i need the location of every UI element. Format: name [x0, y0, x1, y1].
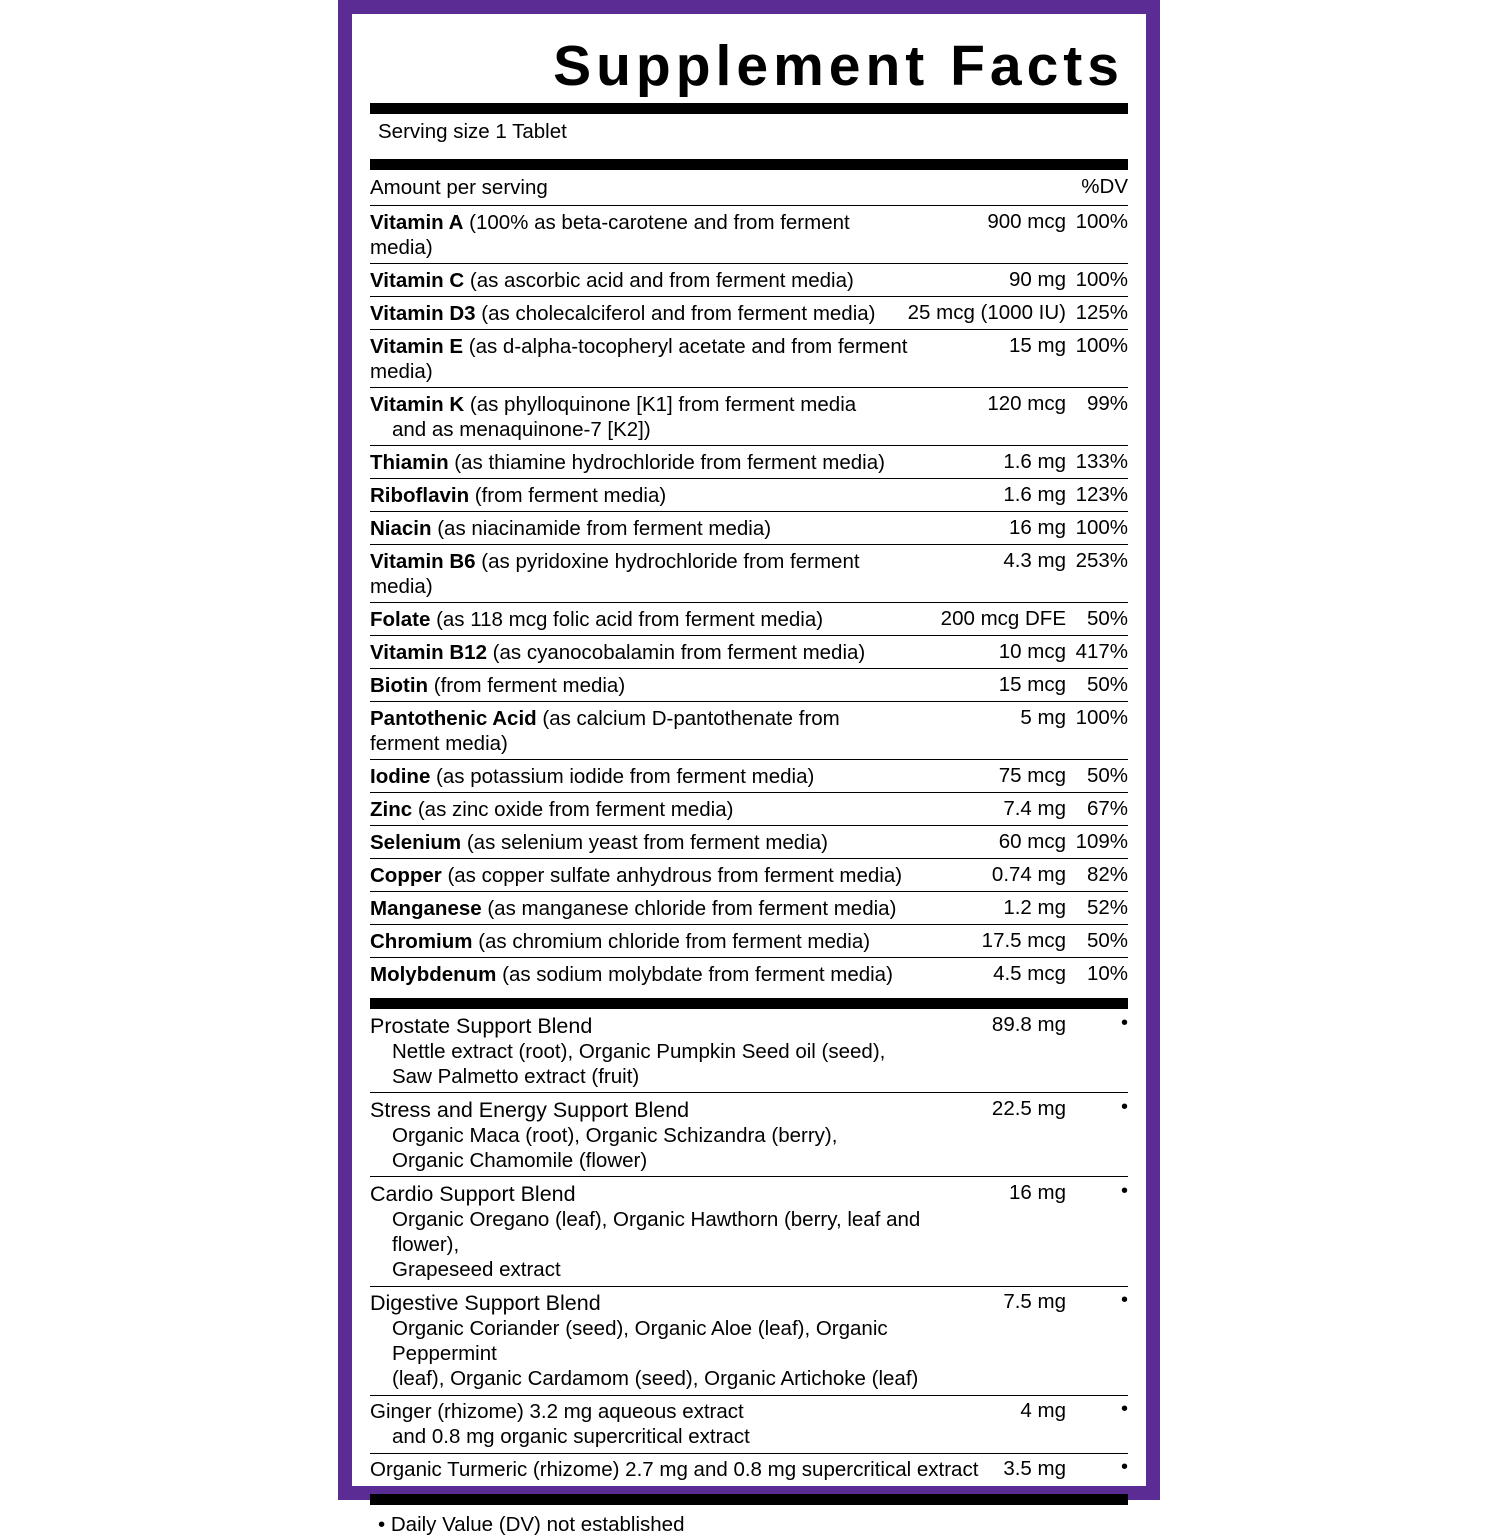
table-row — [370, 545, 1128, 603]
nutrient-name: Manganese — [370, 896, 482, 920]
nutrient-name: Vitamin B12 — [370, 640, 487, 664]
table-row — [370, 1177, 1128, 1286]
nutrient-dv: 10% — [1086, 961, 1128, 985]
nutrient-detail: (as thiamine hydrochloride from ferment media) — [448, 450, 885, 474]
nutrient-detail: (as calcium D-pantothenate from ferment media) — [370, 706, 840, 755]
table-row — [370, 669, 1128, 702]
nutrient-amount: 1.2 mg — [908, 892, 1066, 925]
nutrient-dv: 99% — [1066, 388, 1128, 446]
nutrient-detail: (as ascorbic acid and from ferment media) — [464, 268, 854, 292]
nutrient-dv: 125% — [1066, 297, 1128, 330]
table-row — [370, 388, 1128, 446]
nutrient-detail: (as sodium molybdate from ferment media) — [496, 962, 893, 986]
blend-ingredients-line1: Nettle extract (root), Organic Pumpkin Seed oil (seed), — [392, 1039, 886, 1063]
nutrient-amount: 200 mcg DFE — [908, 603, 1066, 636]
nutrient-name: Vitamin A — [370, 210, 464, 234]
nutrient-dv: 82% — [1066, 859, 1128, 892]
nutrient-name-cell — [370, 545, 908, 603]
blend-ingredients-line2: (leaf), Organic Cardamom (seed), Organic Artichoke (leaf) — [392, 1367, 919, 1391]
nutrient-dv: 123% — [1066, 479, 1128, 512]
blend-ingredients-line1: Organic Coriander (seed), Organic Aloe (leaf), Organic Peppermint — [392, 1317, 888, 1366]
blend-amount: 16 mg — [992, 1177, 1066, 1286]
nutrient-amount: 4.3 mg — [908, 545, 1066, 603]
amount-per-serving-header: Amount per serving — [370, 170, 908, 206]
table-row — [370, 760, 1128, 793]
blend-amount: 22.5 mg — [992, 1093, 1066, 1177]
nutrient-dv: 417% — [1066, 636, 1128, 669]
blend-ingredients-line1: Organic Maca (root), Organic Schizandra (berry), — [392, 1123, 838, 1147]
nutrient-dv: 253% — [1066, 545, 1128, 603]
nutrient-dv: 100% — [1066, 512, 1128, 545]
nutrient-name: Selenium — [370, 830, 462, 854]
nutrient-detail: (as d-alpha-tocopheryl acetate and from ferment media) — [370, 334, 908, 383]
table-row — [370, 1395, 1128, 1453]
nutrient-dv: 100% — [1066, 702, 1128, 760]
nutrient-table — [370, 170, 1128, 990]
blend-name-cell — [370, 1009, 992, 1093]
nutrient-amount: 0.74 mg — [908, 859, 1066, 892]
nutrient-dv: 100% — [1066, 264, 1128, 297]
nutrient-dv: 109% — [1066, 826, 1128, 859]
table-row — [370, 479, 1128, 512]
nutrient-amount: 16 mg — [908, 512, 1066, 545]
nutrient-name-cell — [370, 636, 908, 669]
nutrient-dv: 100% — [1066, 330, 1128, 388]
nutrient-name-cell — [370, 388, 908, 446]
nutrient-dv: 50% — [1066, 925, 1128, 958]
blend-name: Prostate Support Blend — [370, 1013, 593, 1038]
nutrient-detail-line2: and as menaquinone-7 [K2]) — [392, 417, 651, 441]
nutrient-amount: 5 mg — [908, 702, 1066, 760]
nutrient-detail: (as pyridoxine hydrochloride from ferment media) — [370, 549, 860, 598]
nutrient-name-cell — [370, 702, 908, 760]
nutrient-detail: (as potassium iodide from ferment media) — [430, 764, 815, 788]
nutrient-amount: 15 mg — [908, 330, 1066, 388]
nutrient-name: Folate — [370, 607, 431, 631]
nutrient-name-cell — [370, 760, 908, 793]
nutrient-name-cell — [370, 512, 908, 545]
serving-rule — [370, 159, 1128, 170]
table-row — [370, 206, 1128, 264]
single-ingredient-dv: • — [1066, 1395, 1128, 1453]
nutrient-detail: (as cyanocobalamin from ferment media) — [486, 640, 866, 664]
title-rule — [370, 103, 1128, 114]
table-row — [370, 892, 1128, 925]
nutrient-dv: 100% — [1066, 206, 1128, 264]
table-row — [370, 826, 1128, 859]
single-ingredient-detail-line2: and 0.8 mg organic supercritical extract — [392, 1425, 750, 1449]
nutrient-name-cell — [370, 479, 908, 512]
nutrient-amount: 1.6 mg — [908, 446, 1066, 479]
nutrient-name: Biotin — [370, 673, 429, 697]
nutrient-name-cell — [370, 297, 908, 330]
table-row — [370, 330, 1128, 388]
nutrient-name-cell — [370, 925, 908, 958]
nutrient-amount: 15 mcg — [908, 669, 1066, 702]
nutrient-amount: 4.5 mcg — [993, 961, 1066, 985]
nutrient-detail: (as cholecalciferol and from ferment media) — [475, 301, 876, 325]
nutrient-name-cell — [370, 859, 908, 892]
blend-dv: • — [1066, 1009, 1128, 1093]
nutrient-name-cell — [370, 826, 908, 859]
nutrient-name-cell — [370, 264, 908, 297]
nutrient-amount: 75 mcg — [908, 760, 1066, 793]
single-ingredient-amount: 4 mg — [992, 1395, 1066, 1453]
blend-name-cell — [370, 1177, 992, 1286]
nutrient-dv: 133% — [1066, 446, 1128, 479]
table-row — [370, 512, 1128, 545]
single-ingredient-dv: • — [1120, 1456, 1128, 1479]
blend-name-cell — [370, 1093, 992, 1177]
nutrient-name: Chromium — [370, 929, 473, 953]
nutrient-name: Pantothenic Acid — [370, 706, 537, 730]
single-ingredient-name: Organic Turmeric — [370, 1458, 528, 1482]
single-ingredient-name: Ginger — [370, 1400, 432, 1424]
single-ingredient-amount: 3.5 mg — [1003, 1457, 1066, 1481]
table-row — [370, 603, 1128, 636]
blend-amount: 7.5 mg — [992, 1286, 1066, 1395]
table-row — [370, 1286, 1128, 1395]
table-row — [370, 446, 1128, 479]
nutrient-name-cell — [370, 669, 908, 702]
blend-ingredients-line2: Organic Chamomile (flower) — [392, 1148, 648, 1172]
nutrient-name: Niacin — [370, 516, 432, 540]
nutrient-name: Molybdenum — [370, 962, 497, 986]
footnote: • Daily Value (DV) not established — [378, 1512, 685, 1536]
table-row — [370, 793, 1128, 826]
nutrient-name-cell — [370, 958, 908, 991]
blend-name-cell — [370, 1286, 992, 1395]
nutrient-amount: 60 mcg — [908, 826, 1066, 859]
nutrient-name-cell — [370, 603, 908, 636]
nutrient-amount: 900 mcg — [908, 206, 1066, 264]
blend-ingredients-line2: Saw Palmetto extract (fruit) — [392, 1064, 640, 1088]
dv-column-header: %DV — [1066, 170, 1128, 206]
table-row — [370, 636, 1128, 669]
single-ingredient-detail: (rhizome) 2.7 mg and 0.8 mg supercritical extract — [527, 1458, 979, 1482]
blend-dv: • — [1066, 1093, 1128, 1177]
table-row — [370, 1009, 1128, 1093]
nutrient-dv: 67% — [1066, 793, 1128, 826]
nutrient-amount: 25 mcg (1000 IU) — [908, 297, 1066, 330]
nutrient-name: Vitamin B6 — [370, 549, 476, 573]
nutrient-detail: (as niacinamide from ferment media) — [431, 516, 772, 540]
table-header-row — [370, 170, 1128, 206]
nutrient-detail: (as manganese chloride from ferment media) — [481, 896, 897, 920]
table-row — [370, 958, 1128, 991]
table-row — [370, 1093, 1128, 1177]
nutrient-name: Thiamin — [370, 450, 449, 474]
nutrient-name-cell — [370, 793, 908, 826]
nutrient-detail: (100% as beta-carotene and from ferment media) — [370, 210, 850, 259]
nutrient-dv: 50% — [1066, 669, 1128, 702]
nutrient-name: Vitamin C — [370, 268, 465, 292]
single-ingredient-cell — [370, 1395, 992, 1453]
blend-name: Cardio Support Blend — [370, 1181, 576, 1206]
nutrient-name-cell — [370, 446, 908, 479]
blend-dv: • — [1066, 1286, 1128, 1395]
table-row — [370, 1453, 1128, 1486]
table-row — [370, 264, 1128, 297]
nutrient-detail: (as 118 mcg folic acid from ferment media) — [430, 607, 824, 631]
blend-ingredients-line1: Organic Oregano (leaf), Organic Hawthorn (berry, leaf and flower), — [392, 1208, 921, 1257]
nutrient-amount: 1.6 mg — [908, 479, 1066, 512]
single-ingredient-detail: (rhizome) 3.2 mg aqueous extract — [431, 1400, 744, 1424]
single-ingredient-cell — [370, 1453, 992, 1486]
nutrient-detail: (as copper sulfate anhydrous from ferment media) — [441, 863, 903, 887]
nutrient-amount: 17.5 mcg — [908, 925, 1066, 958]
blend-dv: • — [1066, 1177, 1128, 1286]
table-row — [370, 297, 1128, 330]
nutrient-detail: (as chromium chloride from ferment media) — [472, 929, 871, 953]
supplement-facts-panel — [370, 16, 1128, 1536]
nutrient-dv: 50% — [1066, 760, 1128, 793]
amount-column-header — [908, 170, 1066, 206]
blends-divider-rule — [370, 998, 1128, 1009]
footnote-divider-rule — [370, 1494, 1128, 1505]
nutrient-name: Copper — [370, 863, 442, 887]
nutrient-amount: 10 mcg — [908, 636, 1066, 669]
nutrient-amount: 7.4 mg — [908, 793, 1066, 826]
nutrient-name-cell — [370, 892, 908, 925]
nutrient-name: Vitamin E — [370, 334, 464, 358]
blend-table — [370, 1009, 1128, 1486]
nutrient-name: Iodine — [370, 764, 431, 788]
nutrient-name-cell — [370, 330, 908, 388]
nutrient-amount: 90 mg — [908, 264, 1066, 297]
page-title: Supplement Facts — [553, 34, 1124, 98]
nutrient-dv: 52% — [1066, 892, 1128, 925]
nutrient-detail: (from ferment media) — [428, 673, 626, 697]
nutrient-name: Vitamin K — [370, 392, 465, 416]
nutrient-name-cell — [370, 206, 908, 264]
table-row — [370, 925, 1128, 958]
nutrient-amount: 120 mcg — [908, 388, 1066, 446]
nutrient-detail: (as selenium yeast from ferment media) — [461, 830, 828, 854]
nutrient-detail: (as zinc oxide from ferment media) — [412, 797, 734, 821]
nutrient-detail: (as phylloquinone [K1] from ferment media — [464, 392, 857, 416]
blend-amount: 89.8 mg — [992, 1009, 1066, 1093]
blend-ingredients-line2: Grapeseed extract — [392, 1258, 561, 1282]
blend-name: Stress and Energy Support Blend — [370, 1097, 690, 1122]
blend-name: Digestive Support Blend — [370, 1291, 601, 1316]
nutrient-dv: 50% — [1066, 603, 1128, 636]
nutrient-detail: (from ferment media) — [469, 483, 667, 507]
nutrient-name: Vitamin D3 — [370, 301, 476, 325]
nutrient-name: Zinc — [370, 797, 413, 821]
nutrient-name: Riboflavin — [370, 483, 470, 507]
table-row — [370, 859, 1128, 892]
table-row — [370, 702, 1128, 760]
serving-size: Serving size 1 Tablet — [378, 120, 567, 143]
